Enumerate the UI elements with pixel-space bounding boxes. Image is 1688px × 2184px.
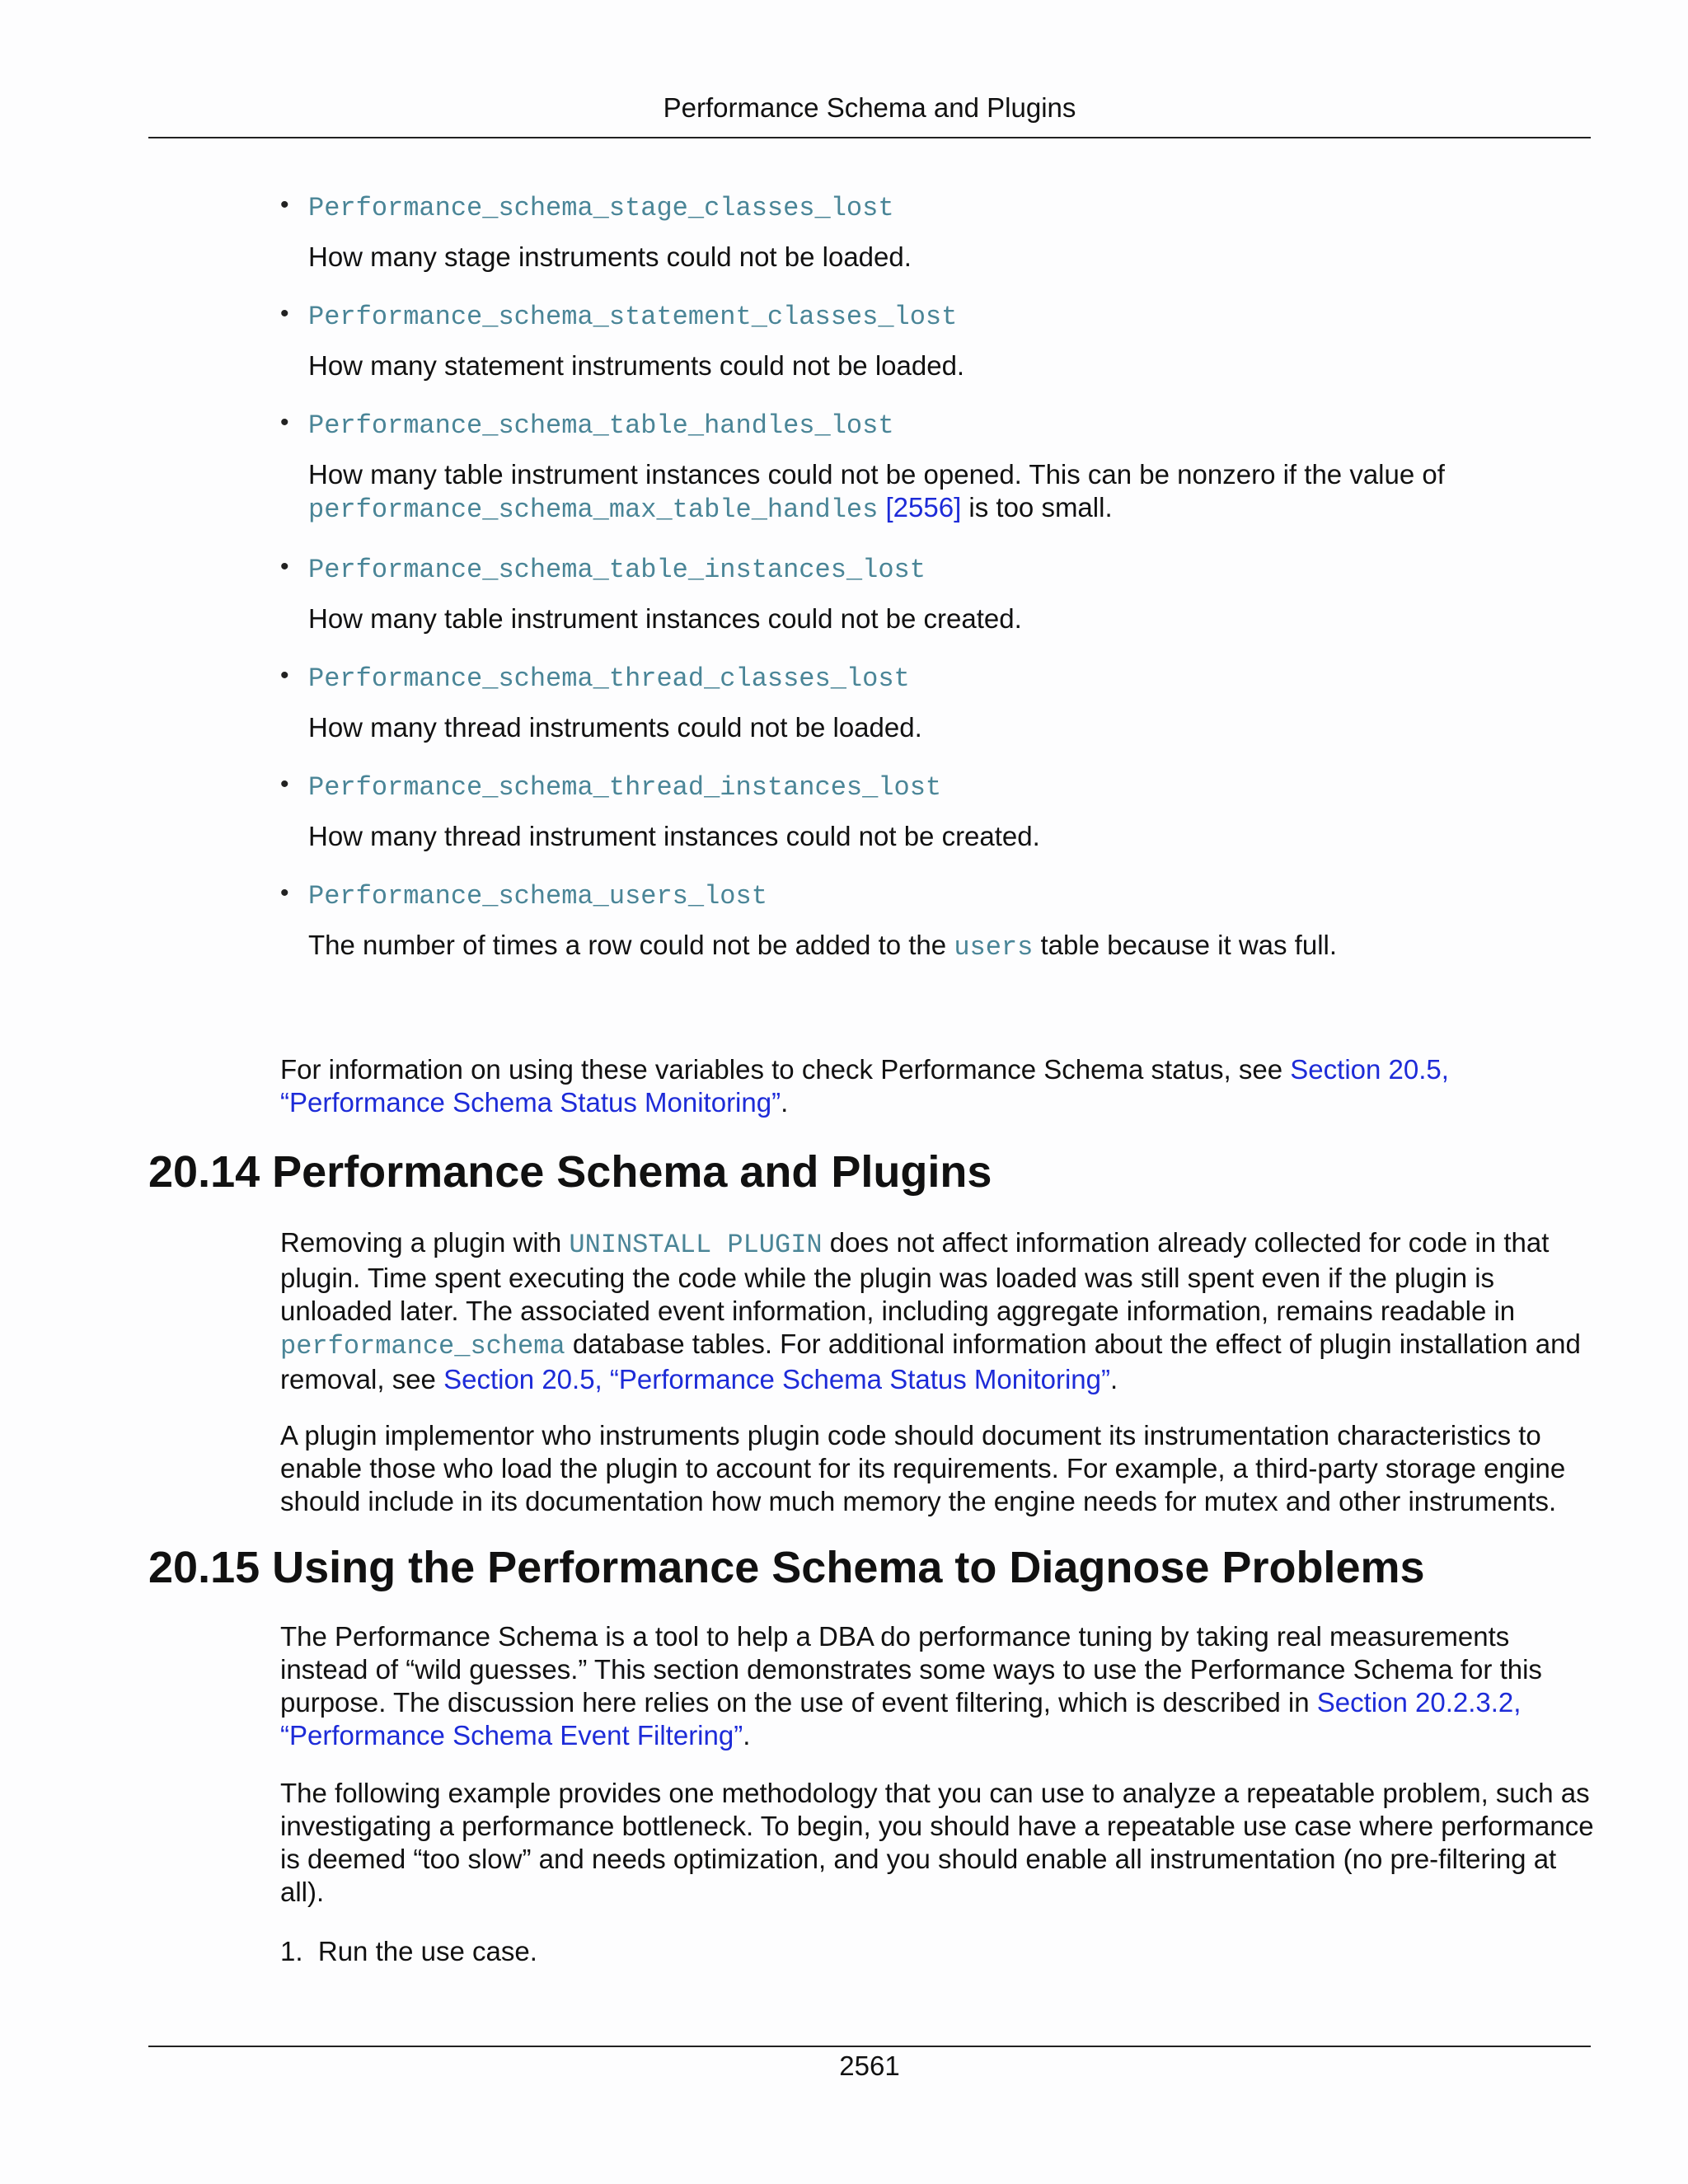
description-text: is too small. xyxy=(961,492,1113,523)
bullet-icon: • xyxy=(280,662,289,689)
variable-description: How many thread instruments could not be loaded. xyxy=(308,712,922,743)
variable-link[interactable]: Performance_schema_users_lost xyxy=(308,881,767,912)
diagnose-paragraph-1 xyxy=(280,1620,1599,1752)
list-item xyxy=(280,405,1599,527)
uninstall-plugin-link[interactable]: UNINSTALL PLUGIN xyxy=(569,1230,823,1260)
description-text: table because it was full. xyxy=(1033,930,1338,960)
list-item xyxy=(280,297,1599,382)
variable-link[interactable]: Performance_schema_thread_instances_lost xyxy=(308,772,942,803)
ordered-step xyxy=(280,1935,1599,1968)
users-table-link[interactable]: users xyxy=(954,932,1034,963)
paragraph-text: A plugin implementor who instruments plugin code should document its instrumentation characteristics to enable those who load the plugin to account for its requirements. For example, a third-party storage engine should include in its documentation how much memory the engine needs for mutex and other instruments. xyxy=(280,1420,1566,1516)
bullet-icon: • xyxy=(280,300,289,327)
variable-description xyxy=(308,458,1599,527)
list-item xyxy=(280,188,1599,274)
plugins-paragraph-2 xyxy=(280,1419,1599,1518)
section-heading-20-14: 20.14 Performance Schema and Plugins xyxy=(148,1147,992,1197)
paragraph-text: The following example provides one methodology that you can use to analyze a repeatable problem, such as investigating a performance bottleneck. To begin, you should have a repeatable use case where performance is deemed “too slow” and needs optimization, and you should enable all instrumentation (no pre-filtering at all). xyxy=(280,1778,1594,1907)
variable-description: How many table instrument instances could not be created. xyxy=(308,603,1022,634)
paragraph-text: does not affect information already collected for code in that plugin. Time spent executing the code while the plugin was loaded was still spent even if the plugin is unloaded later. The associated event information, including aggregate information, remains readable in xyxy=(280,1227,1550,1326)
step-text: Run the use case. xyxy=(317,1936,537,1966)
list-item xyxy=(280,658,1599,744)
bullet-icon: • xyxy=(280,409,289,436)
step-number: 1. xyxy=(280,1936,303,1966)
variable-description: How many thread instrument instances could not be created. xyxy=(308,821,1040,851)
variable-link[interactable]: Performance_schema_stage_classes_lost xyxy=(308,193,894,223)
diagnose-paragraph-2 xyxy=(280,1777,1599,1909)
variable-link[interactable]: Performance_schema_statement_classes_lost xyxy=(308,302,958,332)
max-table-handles-link[interactable]: performance_schema_max_table_handles xyxy=(308,494,879,525)
page-number: 2561 xyxy=(839,2050,900,2081)
list-item xyxy=(280,767,1599,853)
info-text: For information on using these variables to check Performance Schema status, see xyxy=(280,1054,1291,1085)
bullet-icon: • xyxy=(280,553,289,580)
page-header: Performance Schema and Plugins xyxy=(663,92,1076,123)
variable-description: How many statement instruments could not be loaded. xyxy=(308,350,965,381)
description-text: How many table instrument instances could not be opened. This can be nonzero if the value of xyxy=(308,459,1445,490)
performance-schema-link[interactable]: performance_schema xyxy=(280,1331,565,1361)
variable-description xyxy=(308,929,1599,964)
page-reference-link[interactable]: [2556] xyxy=(885,492,962,523)
paragraph-text: Removing a plugin with xyxy=(280,1227,570,1258)
footer-rule xyxy=(148,2046,1591,2047)
variable-link[interactable]: Performance_schema_thread_classes_lost xyxy=(308,663,910,694)
event-filtering-link[interactable]: Section 20.2.3.2, “Performance Schema Event Filtering” xyxy=(280,1687,1522,1750)
paragraph-end: . xyxy=(743,1720,751,1750)
header-rule xyxy=(148,137,1591,138)
bullet-icon: • xyxy=(280,771,289,798)
info-end: . xyxy=(781,1087,789,1118)
variable-link[interactable]: Performance_schema_table_instances_lost xyxy=(308,555,926,585)
paragraph-text: database tables. For additional information about the effect of plugin installation and removal, see xyxy=(280,1329,1581,1394)
paragraph-text: The Performance Schema is a tool to help a DBA do performance tuning by taking real measurements instead of “wild guesses.” This section demonstrates some ways to use the Performance Schema for this purpose. The discussion here relies on the use of event filtering, which is described in xyxy=(280,1621,1542,1718)
paragraph-end: . xyxy=(1109,1364,1118,1394)
bullet-icon: • xyxy=(280,191,289,218)
bullet-icon: • xyxy=(280,879,289,907)
variable-link[interactable]: Performance_schema_table_handles_lost xyxy=(308,410,894,441)
list-item xyxy=(280,550,1599,635)
status-variable-list xyxy=(280,188,1599,987)
info-paragraph xyxy=(280,1053,1599,1119)
variable-description: How many stage instruments could not be loaded. xyxy=(308,241,912,272)
status-monitoring-link[interactable]: Section 20.5, “Performance Schema Status Monitoring” xyxy=(280,1054,1449,1118)
plugins-paragraph-1 xyxy=(280,1226,1599,1396)
status-monitoring-link[interactable]: Section 20.5, “Performance Schema Status Monitoring” xyxy=(443,1364,1110,1394)
description-text: The number of times a row could not be added to the xyxy=(308,930,954,960)
list-item xyxy=(280,876,1599,964)
section-heading-20-15: 20.15 Using the Performance Schema to Diagnose Problems xyxy=(148,1543,1425,1592)
